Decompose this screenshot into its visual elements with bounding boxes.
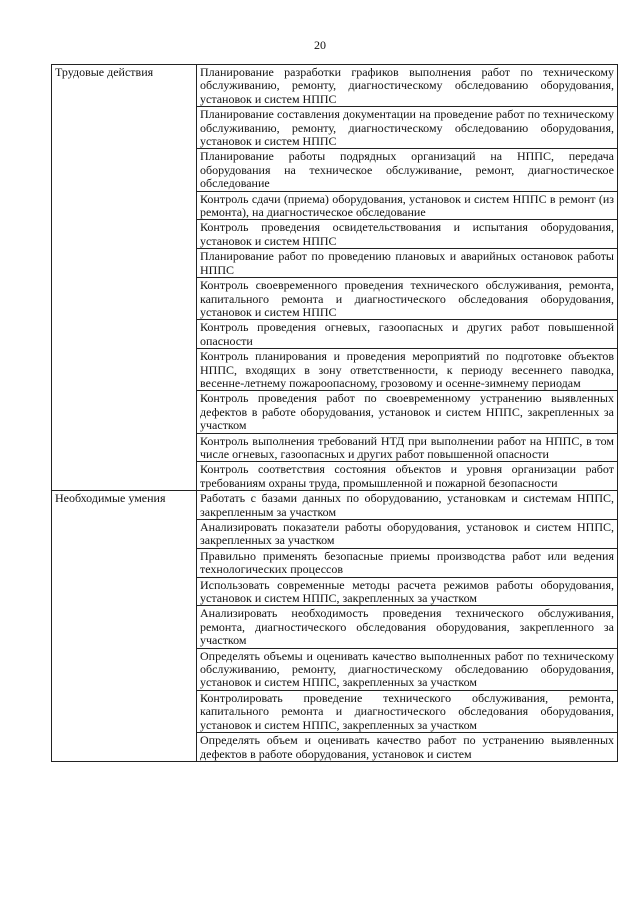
table-cell: Контроль проведения освидетельствования и испытания оборудования, установок и систем НППС [197,220,618,249]
table-cell: Анализировать необходимость проведения технического обслуживания, ремонта, диагностического обследования оборудования, закрепленного за участком [197,606,618,648]
table-cell: Определять объем и оценивать качество работ по устранению выявленных дефектов в работе оборудования, установок и систем [197,733,618,762]
table-row [52,491,618,520]
table-cell: Использовать современные методы расчета режимов работы оборудования, установок и систем НППС, закрепленных за участком [197,577,618,606]
table-cell: Планирование работы подрядных организаций на НППС, передача оборудования на техническое обслуживание, ремонт, диагностическое обследование [197,149,618,191]
table-cell: Работать с базами данных по оборудованию, установкам и системам НППС, закрепленным за участком [197,491,618,520]
table-cell: Планирование разработки графиков выполнения работ по техническому обслуживанию, ремонту, диагностическому обследованию оборудования, установок и систем НППС [197,65,618,107]
table-cell: Планирование составления документации на проведение работ по техническому обслуживанию, ремонту, диагностическому обследованию оборудования, установок и систем НППС [197,107,618,149]
table-cell: Контроль проведения огневых, газоопасных и других работ повышенной опасности [197,320,618,349]
table-cell: Контроль планирования и проведения мероприятий по подготовке объектов НППС, входящих в зону ответственности, к периоду весеннего паводка, весенне-летнему пожароопасному, грозовому и осенне-зимнему периодам [197,349,618,391]
table-cell: Планирование работ по проведению плановых и аварийных остановок работы НППС [197,249,618,278]
table-cell: Определять объемы и оценивать качество выполненных работ по техническому обслуживанию, ремонту, диагностическому обследованию оборудования, установок и систем НППС, закрепленных за участком [197,648,618,690]
table-cell: Контроль выполнения требований НТД при выполнении работ на НППС, в том числе огневых, газоопасных и других работ повышенной опасности [197,433,618,462]
table-cell: Контроль соответствия состояния объектов и уровня организации работ требованиям охраны труда, промышленной и пожарной безопасности [197,462,618,491]
table-cell: Контроль своевременного проведения технического обслуживания, ремонта, капитального ремонта и диагностического обследования оборудования, установок и систем НППС [197,278,618,320]
table-cell: Анализировать показатели работы оборудования, установок и систем НППС, закрепленных за участком [197,520,618,549]
table-cell: Контролировать проведение технического обслуживания, ремонта, капитального ремонта и диагностического обследования оборудования, установок и систем НППС, закрепленных за участком [197,690,618,732]
requirements-table [51,64,618,762]
section-label-labor-actions: Трудовые действия [52,65,197,491]
table-cell: Правильно применять безопасные приемы производства работ или ведения технологических процессов [197,548,618,577]
table-cell: Контроль сдачи (приема) оборудования, установок и систем НППС в ремонт (из ремонта), на диагностическое обследование [197,191,618,220]
section-label-required-skills: Необходимые умения [52,491,197,762]
page-number: 20 [314,38,326,52]
table-row [52,65,618,107]
table-cell: Контроль проведения работ по своевременному устранению выявленных дефектов в работе оборудования, установок и систем НППС, закрепленных за участком [197,391,618,433]
